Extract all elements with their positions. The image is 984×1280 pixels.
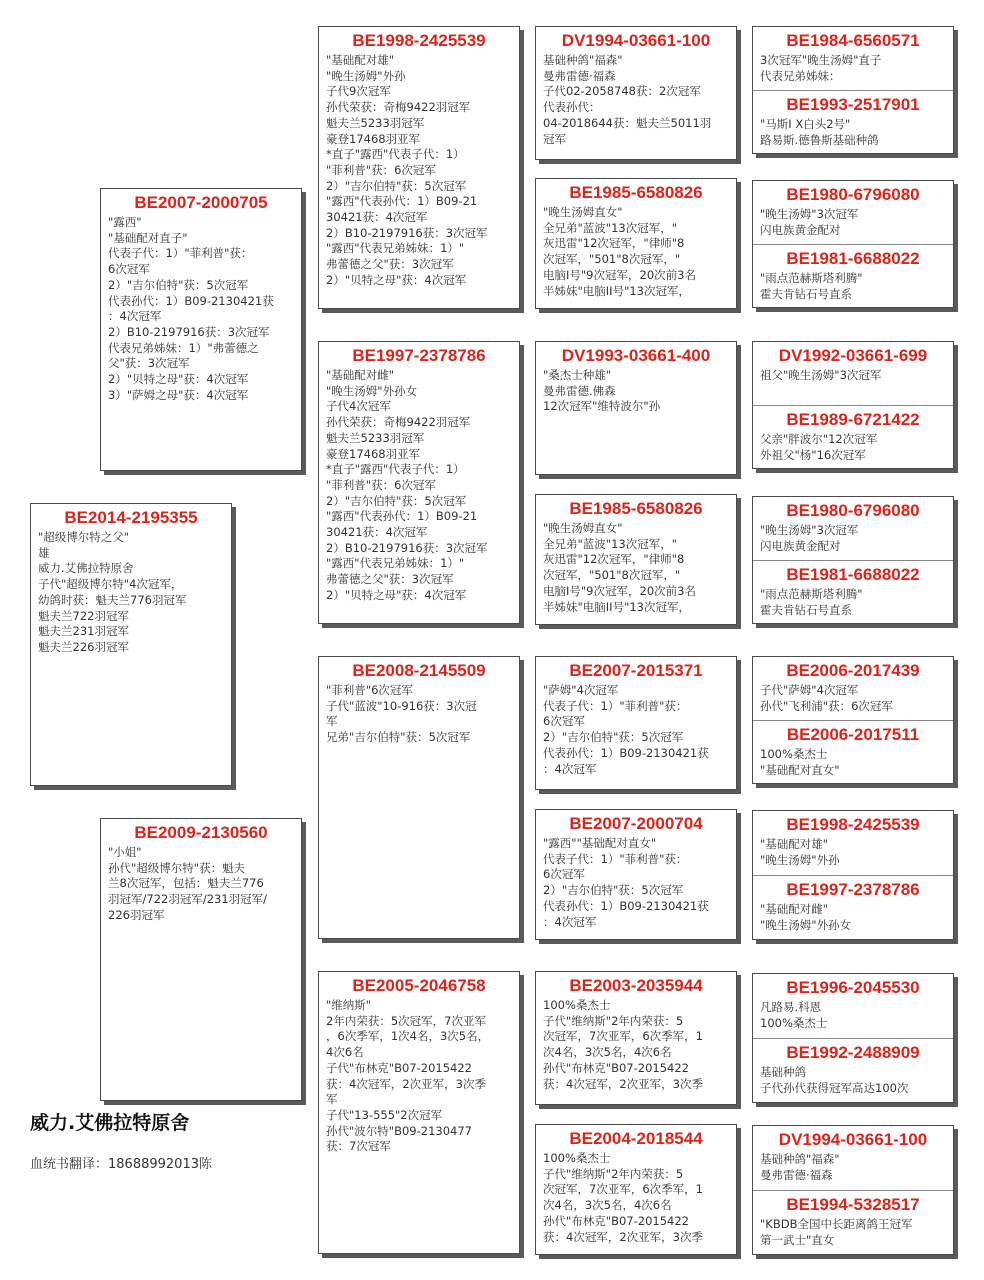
ring-number: BE1997-2378786 [786, 880, 920, 899]
card-description: "晚生汤姆直女" 全兄弟"蓝波"13次冠军，" 灰迅雷"12次冠军，"律师"8 次冠军，"501"8次冠军，" 电脑I号"9次冠军，20次前3名 半姊妹"电脑II号"13次冠军， [543, 205, 696, 298]
ring-number: BE1985-6580826 [569, 499, 703, 518]
great-grandparent-card [535, 494, 737, 625]
ring-number: BE1980-6796080 [786, 185, 920, 204]
gen5-entry [753, 1126, 953, 1190]
ring-number: BE2007-2000705 [134, 193, 268, 212]
gen5-card [752, 1125, 954, 1255]
gen5-entry [753, 405, 953, 468]
ring-number: BE1997-2378786 [352, 346, 486, 365]
gen5-entry [753, 497, 953, 560]
gen5-entry [753, 342, 953, 405]
great-grandparent-card [535, 809, 737, 940]
gen5-entry [753, 720, 953, 783]
card-description: "露西""基础配对直女" 代表子代：1）"菲利普"获： 6次冠军 2）"吉尔伯特"获：5次冠军 代表孙代：1）B09-2130421获 ：4次冠军 [543, 836, 709, 929]
gen5-card [752, 656, 954, 784]
card-description: 子代"萨姆"4次冠军 孙代"飞利浦"获：6次冠军 [760, 683, 893, 713]
pedigree-subject-card [30, 503, 232, 786]
ring-number: BE1996-2045530 [786, 978, 920, 997]
great-grandparent-card [535, 341, 737, 475]
ring-number: DV1993-03661-400 [561, 346, 711, 365]
gen5-entry [753, 974, 953, 1038]
ring-number: DV1994-03661-100 [561, 31, 711, 50]
ring-number: BE2014-2195355 [64, 508, 198, 527]
card-description: 基础种鸽"福森" 曼弗雷德·福森 子代02-2058748获：2次冠军 代表孙代： 04-2018644获：魁夫兰5011羽 冠军 [543, 53, 712, 146]
gen5-card [752, 180, 954, 308]
card-description: "基础配对雄" "晚生汤姆"外孙 子代9次冠军 孙代荣获：奇梅9422羽冠军 魁夫兰5233羽冠军 豪登17468羽亚军 *直子"露西"代表子代：1） "菲利普"获：6次冠军 2）"吉尔伯特"获：5次冠军 "露西"代表孙代：1）B09-21 30421获：4次冠军 2）B10-2197916获：3次冠军 "露西"代表兄弟姊妹：1）" 弗蕾德之父"获：3次冠军 2）"贝特之母"获：4次冠军 [326, 53, 488, 287]
gen5-entry [753, 560, 953, 623]
card-description: 基础种鸽 子代孙代获得冠军高达100次 [760, 1065, 909, 1095]
card-description: "晚生汤姆"3次冠军 闪电族黄金配对 [760, 523, 859, 553]
great-grandparent-card [535, 1124, 737, 1255]
ring-number: BE2006-2017511 [786, 725, 920, 744]
grandparent-card [318, 341, 520, 624]
gen5-card [752, 973, 954, 1103]
gen5-entry [753, 27, 953, 90]
card-description: 基础种鸽"福森" 曼弗雷德·福森 [760, 1152, 840, 1182]
ring-number: BE1993-2517901 [786, 95, 920, 114]
gen5-entry [753, 1190, 953, 1254]
ring-number: BE1994-5328517 [786, 1195, 920, 1214]
gen5-entry [753, 811, 953, 875]
ring-number: BE2007-2015371 [569, 661, 703, 680]
card-description: "基础配对雌" "晚生汤姆"外孙女 [760, 902, 852, 932]
gen5-entry [753, 657, 953, 720]
ring-number: BE1981-6688022 [786, 249, 920, 268]
ring-number: BE1998-2425539 [786, 815, 920, 834]
card-description: "超级博尔特之父" 雄 威力.艾佛拉特原舍 子代"超级博尔特"4次冠军， 幼鸽时获：魁夫兰776羽冠军 魁夫兰722羽冠军 魁夫兰231羽冠军 魁夫兰226羽冠军 [38, 530, 187, 654]
card-description: "马斯I X白头2号" 路易斯.德鲁斯基础种鸽 [760, 117, 879, 147]
card-description: "维纳斯" 2年内荣获：5次冠军，7次亚军 ，6次季军，1次4名，3次5名， 4次6名 子代"布林克"B07-2015422 获：4次冠军，2次亚军，3次季 军 子代"13-555"2次冠军 孙代"波尔特"B09-2130477 获：7次冠军 [326, 998, 490, 1154]
ring-number: BE2008-2145509 [352, 661, 486, 680]
grandparent-card [318, 656, 520, 939]
card-description: "KBDB全国中长距离鸽王冠军 第一武士"直女 [760, 1217, 913, 1247]
card-description: "小姐" 孙代"超级博尔特"获：魁夫 兰8次冠军，包括：魁夫兰776 羽冠军/722羽冠军/231羽冠军/ 226羽冠军 [108, 845, 268, 922]
loft-name: 威力.艾佛拉特原舍 [30, 1112, 190, 1134]
great-grandparent-card [535, 656, 737, 790]
card-description: "基础配对雄" "晚生汤姆"外孙 [760, 837, 840, 867]
card-description: "菲利普"6次冠军 子代"蓝波"10-916获：3次冠 军 兄弟"吉尔伯特"获：5次冠军 [326, 683, 477, 745]
gen5-entry [753, 875, 953, 939]
gen5-card [752, 496, 954, 624]
card-description: 100%桑杰士 子代"维纳斯"2年内荣获：5 次冠军，7次亚军，6次季军，1 次4名，3次5名，4次6名 孙代"布林克"B07-2015422 获：4次冠军，2次亚军，3次季 [543, 1151, 703, 1244]
card-description: 父亲"胖波尔"12次冠军 外祖父"杨"16次冠军 [760, 432, 878, 462]
great-grandparent-card [535, 26, 737, 160]
ring-number: BE2007-2000704 [569, 814, 703, 833]
grandparent-card [318, 26, 520, 309]
gen5-entry [753, 90, 953, 153]
ring-number: BE2006-2017439 [786, 661, 920, 680]
gen5-entry [753, 244, 953, 307]
ring-number: BE1981-6688022 [786, 565, 920, 584]
ring-number: BE1989-6721422 [786, 410, 920, 429]
gen5-card [752, 26, 954, 154]
dam-card [100, 818, 302, 1101]
card-description: "晚生汤姆"3次冠军 闪电族黄金配对 [760, 207, 859, 237]
ring-number: BE1992-2488909 [786, 1043, 920, 1062]
card-description: "晚生汤姆直女" 全兄弟"蓝波"13次冠军，" 灰迅雷"12次冠军，"律师"8 次冠军，"501"8次冠军，" 电脑I号"9次冠军，20次前3名 半姊妹"电脑II号"13次冠军， [543, 521, 696, 614]
ring-number: BE2005-2046758 [352, 976, 486, 995]
ring-number: BE1980-6796080 [786, 501, 920, 520]
grandparent-card [318, 971, 520, 1254]
ring-number: BE1998-2425539 [352, 31, 486, 50]
gen5-entry [753, 1038, 953, 1102]
card-description: 3次冠军"晚生汤姆"直子 代表兄弟姊妹： [760, 53, 882, 83]
gen5-card [752, 810, 954, 940]
card-description: 凡路易.科恩 100%桑杰士 [760, 1000, 828, 1030]
card-description: "雨点范赫斯塔利腾" 霍夫肯钻石号直系 [760, 271, 863, 301]
card-description: "桑杰士种雄" 曼弗雷德.佛森 12次冠军"维特波尔"孙 [543, 368, 661, 414]
ring-number: BE2003-2035944 [569, 976, 703, 995]
gen5-entry [753, 181, 953, 244]
gen5-card [752, 341, 954, 469]
sire-card [100, 188, 302, 471]
ring-number: DV1992-03661-699 [778, 346, 928, 365]
card-description: "露西" "基础配对直子" 代表子代：1）"菲利普"获： 6次冠军 2）"吉尔伯特"获：5次冠军 代表孙代：1）B09-2130421获 ：4次冠军 2）B10-2197916获：3次冠军 代表兄弟姊妹：1）"弗蕾德之 父"获：3次冠军 2）"贝特之母"获：4次冠军 3）"萨姆之母"获：4次冠军 [108, 215, 274, 402]
ring-number: BE1985-6580826 [569, 183, 703, 202]
ring-number: BE2004-2018544 [569, 1129, 703, 1148]
great-grandparent-card [535, 178, 737, 309]
great-grandparent-card [535, 971, 737, 1105]
translator-credit: 血统书翻译：18688992013陈 [30, 1157, 212, 1172]
card-description: "雨点范赫斯塔利腾" 霍夫肯钻石号直系 [760, 587, 863, 617]
ring-number: BE1984-6560571 [786, 31, 920, 50]
card-description: "基础配对雌" "晚生汤姆"外孙女 子代4次冠军 孙代荣获：奇梅9422羽冠军 魁夫兰5233羽冠军 豪登17468羽亚军 *直子"露西"代表子代：1） "菲利普"获：6次冠军 2）"吉尔伯特"获：5次冠军 "露西"代表孙代：1）B09-21 30421获：4次冠军 2）B10-2197916获：3次冠军 "露西"代表兄弟姊妹：1）" 弗蕾德之父"获：3次冠军 2）"贝特之母"获：4次冠军 [326, 368, 488, 602]
card-description: "萨姆"4次冠军 代表子代：1）"菲利普"获： 6次冠军 2）"吉尔伯特"获：5次冠军 代表孙代：1）B09-2130421获 ：4次冠军 [543, 683, 709, 776]
ring-number: DV1994-03661-100 [778, 1130, 928, 1149]
card-description: 祖父"晚生汤姆"3次冠军 [760, 368, 882, 382]
card-description: 100%桑杰士 子代"维纳斯"2年内荣获：5 次冠军，7次亚军，6次季军，1 次4名，3次5名，4次6名 孙代"布林克"B07-2015422 获：4次冠军，2次亚军，3次季 [543, 998, 703, 1091]
ring-number: BE2009-2130560 [134, 823, 268, 842]
card-description: 100%桑杰士 "基础配对直女" [760, 747, 840, 777]
